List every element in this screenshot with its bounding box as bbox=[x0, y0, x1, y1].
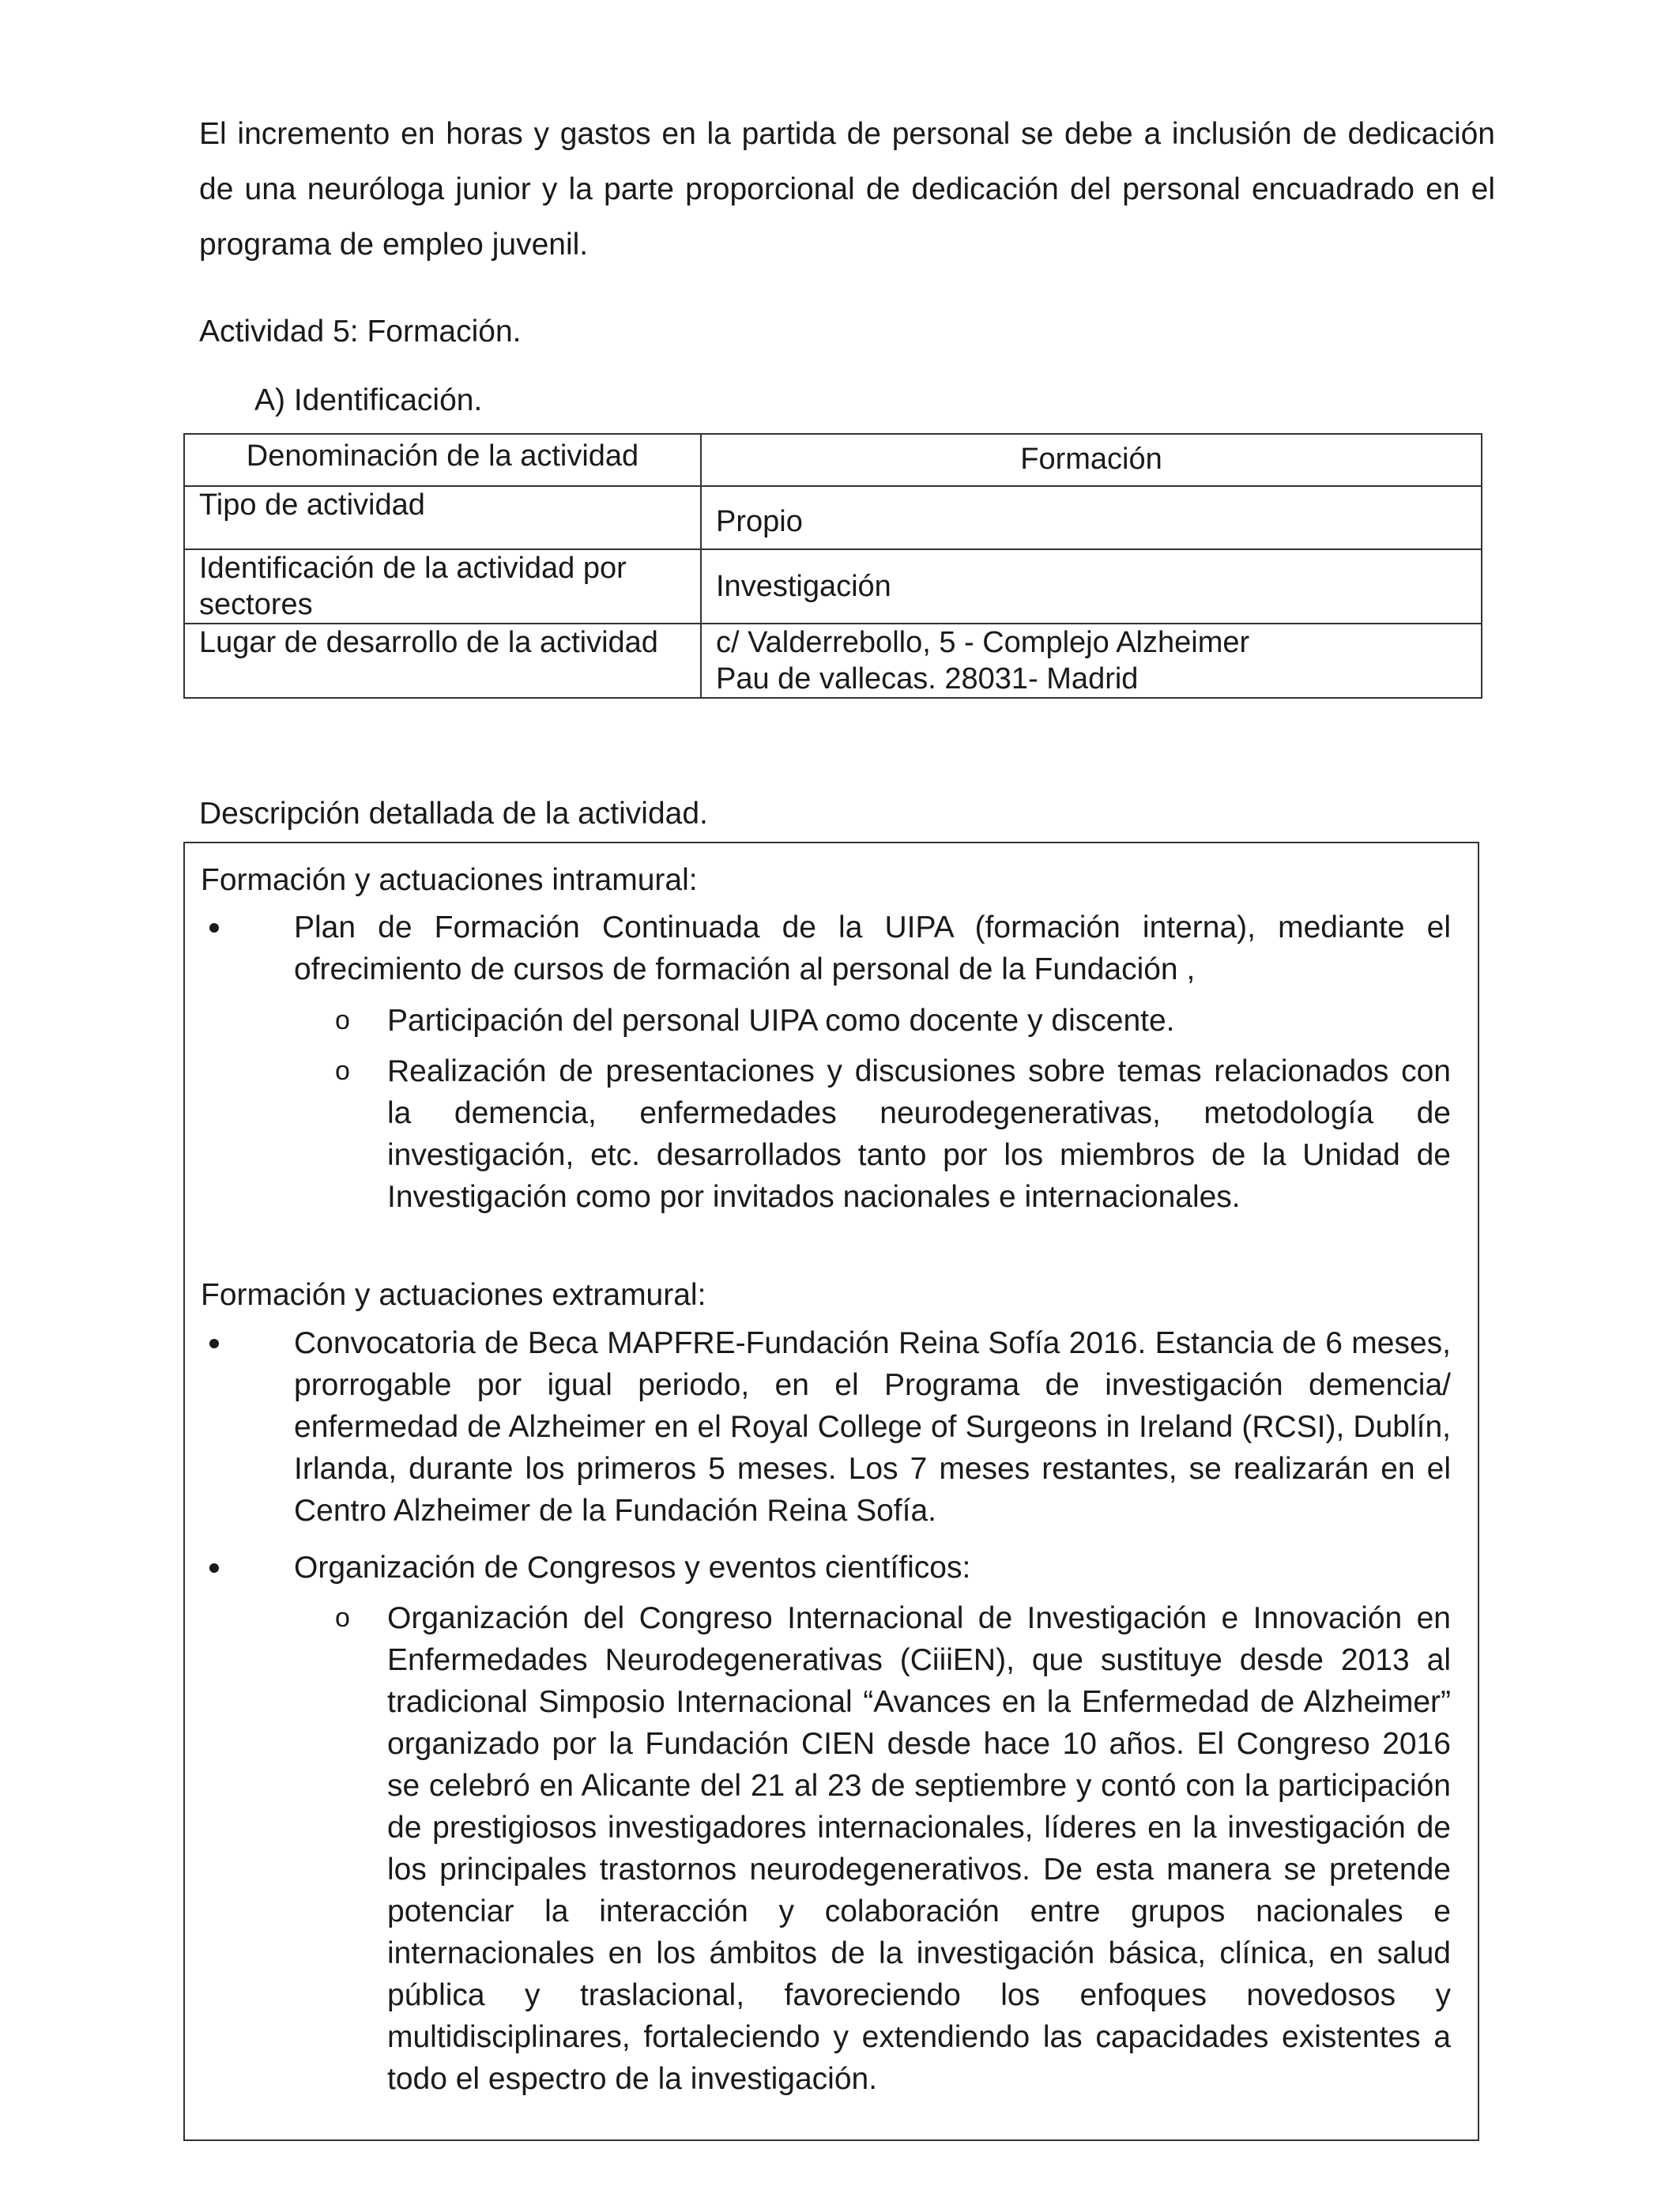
intramural-title: Formación y actuaciones intramural: bbox=[201, 863, 698, 897]
table-label-cell: Denominación de la actividad bbox=[184, 434, 701, 486]
description-heading: Descripción detallada de la actividad. bbox=[199, 797, 708, 831]
table-value-cell: Formación bbox=[701, 434, 1482, 486]
list-item bbox=[243, 907, 1451, 990]
table-row bbox=[184, 434, 1482, 486]
intramural-sub-2: Realización de presentaciones y discusiones sobre temas relacionados con la demencia, enfermedades neurodegenerativas, metodología de investigación, etc. desarrollados tanto por los miembros de la Unidad de Investigación como por invitados nacionales e internacionales. bbox=[387, 1054, 1451, 1214]
circle-bullet-icon: o bbox=[335, 1056, 350, 1086]
activity-heading: Actividad 5: Formación. bbox=[199, 315, 522, 349]
table-label-cell: Identificación de la actividad por sectores bbox=[184, 549, 701, 624]
bullet-icon bbox=[185, 1322, 243, 1364]
list-item bbox=[185, 1000, 1478, 1042]
table-row bbox=[184, 486, 1482, 549]
table-row bbox=[184, 624, 1482, 698]
table-row bbox=[184, 549, 1482, 624]
extramural-bullet-2: Organización de Congresos y eventos científicos: bbox=[294, 1551, 971, 1585]
table-value-cell: Propio bbox=[701, 486, 1482, 549]
list-item bbox=[243, 1547, 1451, 1589]
list-item bbox=[185, 1050, 1478, 1218]
identification-table bbox=[183, 433, 1482, 699]
table-value-cell: Investigación bbox=[701, 549, 1482, 624]
intramural-bullet-text: Plan de Formación Continuada de la UIPA (formación interna), mediante el ofrecimiento de cursos de formación al personal de la Fundación , bbox=[294, 910, 1451, 986]
identification-heading: A) Identificación. bbox=[254, 383, 483, 417]
circle-bullet-icon: o bbox=[335, 1603, 350, 1633]
extramural-title: Formación y actuaciones extramural: bbox=[201, 1278, 706, 1312]
bullet-icon bbox=[185, 907, 243, 948]
bullet-icon bbox=[185, 1547, 243, 1589]
table-value-cell bbox=[701, 624, 1482, 698]
extramural-bullet-1: Convocatoria de Beca MAPFRE-Fundación Reina Sofía 2016. Estancia de 6 meses, prorrogable por igual periodo, en el Programa de investigación demencia/ enfermedad de Alzheimer en el Royal College of Surgeons in Ireland (RCSI), Dublín, Irlanda, durante los primeros 5 meses. Los 7 meses restantes, se realizarán en el Centro Alzheimer de la Fundación Reina Sofía. bbox=[294, 1326, 1451, 1528]
intramural-sub-1: Participación del personal UIPA como docente y discente. bbox=[387, 1004, 1175, 1038]
description-box bbox=[183, 842, 1479, 2141]
address-line-1: c/ Valderrebollo, 5 - Complejo Alzheimer bbox=[716, 626, 1250, 659]
list-item bbox=[243, 1322, 1451, 1532]
list-item bbox=[185, 1597, 1478, 2100]
address-line-2: Pau de vallecas. 28031- Madrid bbox=[716, 662, 1139, 696]
circle-bullet-icon: o bbox=[335, 1005, 350, 1035]
table-label-cell: Tipo de actividad bbox=[184, 486, 701, 549]
extramural-sub-1: Organización del Congreso Internacional de Investigación e Innovación en Enfermedades Neurodegenerativas (CiiiEN), que sustituye desde 2013 al tradicional Simposio Internacional “Avances en la Enfermedad de Alzheimer” organizado por la Fundación CIEN desde hace 10 años. El Congreso 2016 se celebró en Alicante del 21 al 23 de septiembre y contó con la participación de prestigiosos investigadores internacionales, líderes en la investigación de los principales trastornos neurodegenerativos. De esta manera se pretende potenciar la interacción y colaboración entre grupos nacionales e internacionales en los ámbitos de la investigación básica, clínica, en salud pública y traslacional, favoreciendo los enfoques novedosos y multidisciplinares, fortaleciendo y extendiendo las capacidades existentes a todo el espectro de la investigación. bbox=[387, 1601, 1451, 2096]
table-label-cell: Lugar de desarrollo de la actividad bbox=[184, 624, 701, 698]
intro-paragraph: El incremento en horas y gastos en la partida de personal se debe a inclusión de dedicación de una neuróloga junior y la parte proporcional de dedicación del personal encuadrado en el programa de empleo juvenil. bbox=[199, 117, 1495, 262]
